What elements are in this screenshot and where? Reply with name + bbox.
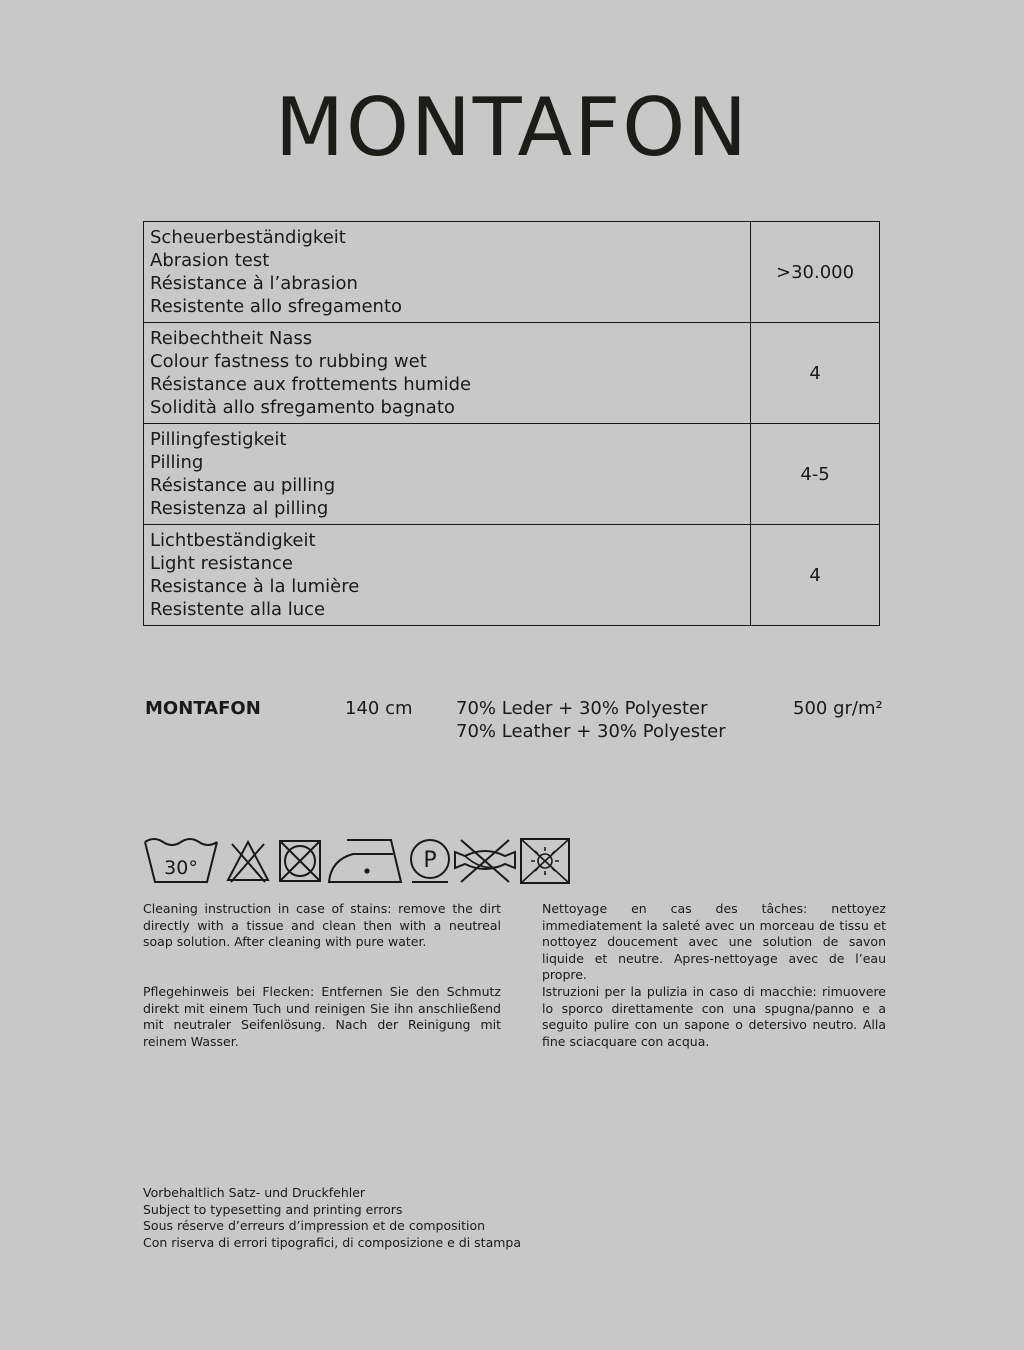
spec-label-fr: Résistance à l’abrasion bbox=[150, 273, 358, 294]
spec-row-light bbox=[144, 525, 880, 626]
spec-label bbox=[144, 222, 751, 323]
spec-label bbox=[144, 323, 751, 424]
spec-label bbox=[144, 525, 751, 626]
no-tumble-dry-icon bbox=[278, 836, 322, 886]
spec-label-fr: Résistance au pilling bbox=[150, 475, 336, 496]
spec-label-de: Reibechtheit Nass bbox=[150, 328, 313, 349]
disclaimer bbox=[143, 1185, 521, 1252]
spec-label-de: Lichtbeständigkeit bbox=[150, 530, 316, 551]
spec-label-en: Light resistance bbox=[150, 553, 293, 574]
product-weight: 500 gr/m² bbox=[793, 698, 883, 719]
spec-label-en: Pilling bbox=[150, 452, 204, 473]
spec-label-fr: Résistance aux frottements humide bbox=[150, 374, 472, 395]
wash-temp-label: 30° bbox=[164, 857, 198, 879]
iron-low-icon bbox=[327, 836, 403, 886]
spec-label-en: Colour fastness to rubbing wet bbox=[150, 351, 427, 372]
spec-value: >30.000 bbox=[751, 222, 880, 323]
product-name: MONTAFON bbox=[145, 698, 261, 719]
composition-de: 70% Leder + 30% Polyester bbox=[456, 698, 708, 719]
care-text-de: Pflegehinweis bei Flecken: Entfernen Sie den Schmutz direkt mit einem Tuch und reinigen Sie ihn anschließend mit neutraler Seifenlösung. Nach der Reinigung mit reinem Wasser. bbox=[143, 984, 501, 1049]
wash-30-icon bbox=[143, 836, 219, 886]
dry-clean-label: P bbox=[423, 848, 437, 873]
spec-table bbox=[143, 221, 880, 626]
spec-row-abrasion bbox=[144, 222, 880, 323]
disclaimer-de: Vorbehaltlich Satz- und Druckfehler bbox=[143, 1185, 366, 1200]
spec-label-it: Resistenza al pilling bbox=[150, 498, 329, 519]
no-bleach-icon bbox=[225, 836, 271, 886]
spec-row-rubbing bbox=[144, 323, 880, 424]
disclaimer-en: Subject to typesetting and printing errors bbox=[143, 1201, 403, 1217]
care-text-fr: Nettoyage en cas des tâches: nettoyez immediatement la saleté avec un morceau de tissu et nottoyez doucement avec une solution de savon liquide et neutre. Apres-nettoyage avec de l’eau propre. bbox=[542, 901, 886, 982]
spec-label bbox=[144, 424, 751, 525]
product-width: 140 cm bbox=[345, 698, 413, 719]
care-text-it: Istruzioni per la pulizia in caso di macchie: rimuovere lo sporco direttamente con una spugna/panno e a seguito pulire con un sapone o detersivo neutro. Alla fine sciacquare con acqua. bbox=[542, 984, 886, 1049]
composition-en: 70% Leather + 30% Polyester bbox=[456, 721, 726, 742]
no-wring-icon bbox=[453, 836, 517, 886]
dry-clean-p-icon bbox=[408, 836, 452, 886]
spec-label-fr: Resistance à la lumière bbox=[150, 576, 360, 597]
spec-value: 4 bbox=[751, 525, 880, 626]
page-title: MONTAFON bbox=[274, 81, 750, 174]
spec-label-de: Scheuerbeständigkeit bbox=[150, 227, 346, 248]
spec-value: 4 bbox=[751, 323, 880, 424]
spec-label-de: Pillingfestigkeit bbox=[150, 429, 287, 450]
disclaimer-fr: Sous réserve d’erreurs d’impression et de composition bbox=[143, 1218, 486, 1234]
spec-label-it: Resistente allo sfregamento bbox=[150, 296, 403, 317]
product-composition bbox=[456, 697, 726, 743]
no-sun-dry-icon bbox=[519, 836, 571, 886]
spec-row-pilling bbox=[144, 424, 880, 525]
spec-label-it: Resistente alla luce bbox=[150, 599, 326, 620]
spec-label-it: Solidità allo sfregamento bagnato bbox=[150, 397, 455, 418]
spec-label-en: Abrasion test bbox=[150, 250, 270, 271]
care-text-en: Cleaning instruction in case of stains: remove the dirt directly with a tissue and clean then with a neutreal soap solution. After cleaning with pure water. bbox=[143, 901, 501, 949]
disclaimer-it: Con riserva di errori tipografici, di composizione e di stampa bbox=[143, 1235, 522, 1251]
spec-value: 4-5 bbox=[751, 424, 880, 525]
